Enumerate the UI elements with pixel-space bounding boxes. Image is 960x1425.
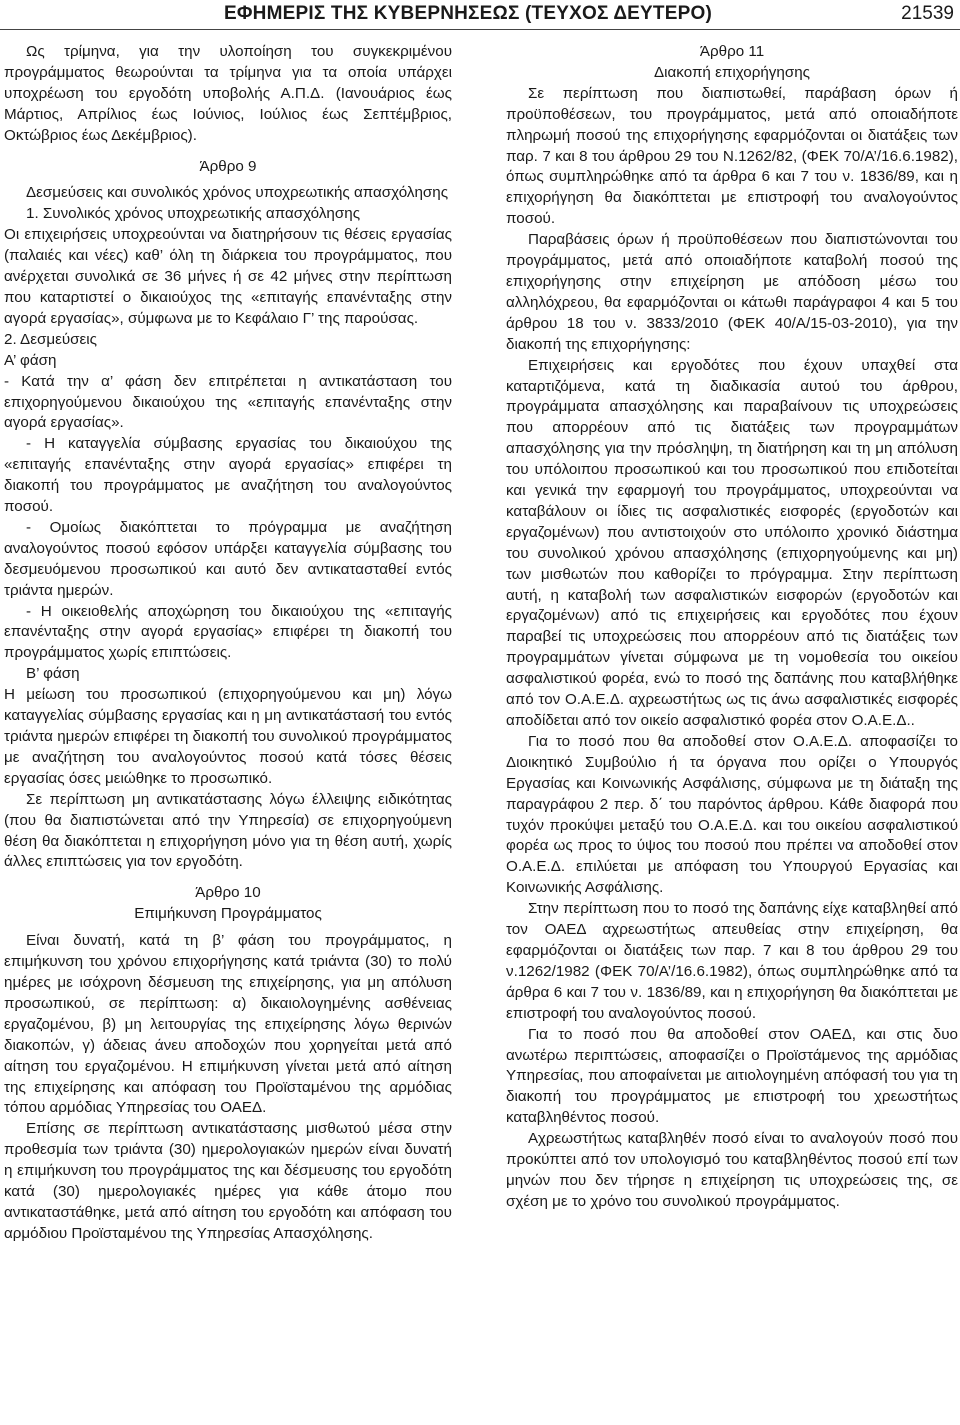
article-9-heading: Άρθρο 9 — [199, 157, 257, 175]
phase-b-heading: Β’ φάση — [26, 665, 80, 683]
section-2-heading: 2. Δεσμεύσεις — [4, 330, 98, 348]
article-10-title: Επιμήκυνση Προγράμματος — [134, 905, 322, 923]
article-9-title: Δεσμεύσεις και συνολικός χρόνος υποχρεωτικής απασχόλησης — [26, 184, 449, 202]
phase-a-item: - Η οικειοθελής αποχώρηση του δικαιούχου της «επιταγής επανένταξης στην αγορά εργασίας» επιφέρει τη διακοπή του προγράμματος χωρίς επιπτώσεις. — [4, 602, 452, 662]
article-11-heading: Άρθρο 11 — [699, 43, 765, 60]
phase-a-item: - Ομοίως διακόπτεται το πρόγραμμα με αναζήτηση αναλογούντος ποσού εφόσον υπάρξει καταγγελία σύμβασης του δεσμευόμενου προσωπικού και αυτό δεν αντικατασταθεί εντός τριάντα ημερών. — [4, 518, 452, 599]
phase-a-heading: Α’ φάση — [4, 351, 57, 369]
right-column — [506, 42, 958, 1213]
article-11-paragraph: Για το ποσό που θα αποδοθεί στον Ο.Α.Ε.Δ. αποφασίζει το Διοικητικό Συμβούλιο ή τα όργανα που ορίζει ο Υπουργός Εργασίας και Κοινωνικής Ασφάλισης, σύμφωνα με τη διάταξη της παραγράφου 2 περ. δ΄ του παρόντος άρθρου. Κάθε διαφορά που τυχόν προκύψει μεταξύ του Ο.Α.Ε.Δ. και του οικείου ασφαλιστικού φορέα ως προς το ύψος του ποσού που πρέπει να αποδοθεί στον Ο.Α.Ε.Δ. επιλύεται με απόφαση του Υπουργού Εργασίας και Κοινωνικής Ασφάλισης. — [506, 732, 958, 897]
article-10-heading: Άρθρο 10 — [195, 884, 261, 902]
section-1-heading: 1. Συνολικός χρόνος υποχρεωτικής απασχόλησης — [26, 205, 361, 223]
article-11-title: Διακοπή επιχορήγησης — [654, 63, 810, 81]
header-divider — [0, 29, 960, 30]
phase-b-paragraph: Η μείωση του προσωπικού (επιχορηγούμενου και μη) λόγω καταγγελίας σύμβασης εργασίας και η μη αντικατάστασή του εντός τριάντα ημερών επιφέρει τη διακοπή του συνολικού προγράμματος με αναζήτηση του αναλογούντος ποσού κατά τόσες θέσεις εργασίας όσες μειώθηκε το προσωπικό. — [4, 686, 452, 787]
page-number: 21539 — [901, 3, 954, 24]
page-header — [0, 0, 960, 30]
phase-a-item: - Κατά την α’ φάση δεν επιτρέπεται η αντικατάσταση του επιχορηγούμενου δικαιούχου της «επιταγής επανένταξης στην αγορά εργασίας». — [4, 372, 452, 432]
phase-b-paragraph: Σε περίπτωση μη αντικατάστασης λόγω έλλειψης ειδικότητας (που θα διαπιστώνεται από την Υπηρεσία) σε επιχορηγούμενη θέση θα διακόπτεται η επιχορήγηση μόνο για τη θέση αυτή, χωρίς άλλες επιπτώσεις για τον εργοδότη. — [4, 790, 452, 871]
phase-a-item: - Η καταγγελία σύμβασης εργασίας του δικαιούχου της «επιταγής επανένταξης στην αγορά εργασίας» επιφέρει τη διακοπή του προγράμματος με αναζήτηση του αναλογούντος ποσού. — [4, 435, 452, 516]
article-11-paragraph: Παραβάσεις όρων ή προϋποθέσεων που διαπιστώνονται του προγράμματος, μετά από οποιαδήποτε καταβολή ποσού της επιχορήγησης στην επιχείρηση με απόδοση μέσω του αλληλόχρεου, θα εφαρμόζονται οι κάτωθι παράγραφοι 4 και 5 του άρθρου 18 του ν. 3833/2010 (ΦΕΚ 40/Α/15-03-2010), για την διακοπή της επιχορήγησης: — [506, 231, 958, 353]
article-11-paragraph: Επιχειρήσεις και εργοδότες που έχουν υπαχθεί στα καταρτιζόμενα, κατά τη διαδικασία αυτού του άρθρου, προγράμματα απασχόλησης και παραβαίνουν τις υποχρεώσεις που απορρέουν από τις διατάξεις των προγραμμάτων απασχόλησης για την πρόσληψη, τη διατήρηση και τη μη απόλυση του υπόλοιπου προσωπικού και του προσωπικού που επιδοτείται και γενικά την εφαρμογή του προγράμματος, υποχρεούνται να καταβάλουν οι ίδιες τις ασφαλιστικές εισφορές (εργοδοτών και εργαζομένων) που αντιστοιχούν στο υπόλοιπο χρονικό διάστημα του συνολικού χρόνου απασχόλησης (επιχορηγούμενης και μη) των μισθωτών που καθορίζει το πρόγραμμα. Στην περίπτωση αυτή, η καταβολή των ασφαλιστικών εισφορών (εργοδοτών και εργαζομένων) από τις επιχειρήσεις και εργοδότες που έχουν παραβεί τις υποχρεώσεις που απορρέουν από τις διατάξεις των προγραμμάτων γίνεται σύμφωνα με τη νομοθεσία του οικείου ασφαλιστικού φορέα, ενώ το ποσό της δαπάνης που καταβλήθηκε από τον Ο.Α.Ε.Δ. αχρεωστήτως ως τις άνω ασφαλιστικές εισφορές αποδίδεται από τον οικείο ασφαλιστικό φορέα στον Ο.Α.Ε.Δ.. — [506, 356, 958, 729]
left-column — [4, 42, 452, 1245]
article-11-paragraph: Στην περίπτωση που το ποσό της δαπάνης είχε καταβληθεί από τον ΟΑΕΔ αχρεωστήτως απευθείας στην επιχείρηση, θα εφαρμόζονται οι διατάξεις των παρ. 7 και 8 του άρθρου 29 του ν.1262/1982 (ΦΕΚ 70/Α’/16.6.1982), όπως συμπληρώθηκε από τα άρθρα 6 και 7 του ν. 1836/89, και η επιχορήγηση θα διακόπτεται με επιστροφή του αναλογούντος ποσού. — [506, 900, 958, 1022]
intro-paragraph: Ως τρίμηνα, για την υλοποίηση του συγκεκριμένου προγράμματος θεωρούνται τα τρίμηνα για τα οποία υπάρχει υποχρέωση του εργοδότη υποβολής Α.Π.Δ. (Ιανουάριος έως Μάρτιος, Απρίλιος έως Ιούνιος, Ιούλιος έως Σεπτέμβριος, Οκτώβριος έως Δεκέμβριος). — [4, 43, 452, 144]
article-10-paragraph: Είναι δυνατή, κατά τη β’ φάση του προγράμματος, η επιμήκυνση του χρόνου επιχορήγησης κατά τριάντα (30) το πολύ ημέρες με ισόχρονη δέσμευση της επιχείρησης, για μη απόλυση προσωπικού, σε περίπτωση: α) δικαιολογημένης ασθένειας εργαζομένου, β) μη λειτουργίας της επιχείρησης λόγω θερινών διακοπών, γ) άδειας άνευ αποδοχών που χορηγείται μετά από αίτηση του εργαζομένου. Η επιμήκυνση γίνεται μετά από αίτηση της επιχείρησης και απόφαση του Προϊσταμένου της αρμόδιας τόπου αρμόδιας Υπηρεσίας του ΟΑΕΔ. — [4, 932, 452, 1117]
article-11-paragraph: Για το ποσό που θα αποδοθεί στον ΟΑΕΔ, και στις δυο ανωτέρω περιπτώσεις, αποφασίζει ο Προϊστάμενος της αρμόδιας Υπηρεσίας, που αποφαίνεται με αιτιολογημένη απόφασή του για τη διακοπή του προγράμματος με επιστροφή του χρεωστήτως καταβληθέντος ποσού. — [506, 1025, 958, 1127]
gazette-title: ΕΦΗΜΕΡΙΣ ΤΗΣ ΚΥΒΕΡΝΗΣΕΩΣ (ΤΕΥΧΟΣ ΔΕΥΤΕΡΟ) — [224, 3, 712, 24]
article-11-paragraph: Σε περίπτωση που διαπιστωθεί, παράβαση όρων ή προϋποθέσεων, του προγράμματος, μετά από οποιαδήποτε πληρωμή ποσού της επιχορήγησης εφαρμόζονται οι διατάξεις των παρ. 7 και 8 του άρθρου 29 του Ν.1262/82, (ΦΕΚ 70/Α’/16.6.1982), όπως συμπληρώθηκε από τα άρθρα 6 και 7 του ν. 1836/89, και η επιχορήγηση θα διακόπτεται με επιστροφή του αναλογούντος ποσού. — [506, 84, 958, 228]
section-1-text: Οι επιχειρήσεις υποχρεούνται να διατηρήσουν τις θέσεις εργασίας (παλαιές και νέες) καθ’ όλη τη διάρκεια του προγράμματος, που ανέρχεται συνολικά σε 36 μήνες ή σε 42 μήνες στην περίπτωση που καταρτιστεί ο δικαιούχος της «επιταγής επανένταξης στην αγορά εργασίας», σύμφωνα με το Κεφάλαιο Γ’ της παρούσας. — [4, 226, 452, 327]
article-11-paragraph: Αχρεωστήτως καταβληθέν ποσό είναι το αναλογούν ποσό που προκύπτει από τον υπολογισμό του καταβληθέντος ποσού επί των μηνών που δεν τήρησε η επιχείρηση τις υποχρεώσεις της, σε σχέση με το χρόνο του συνολικού προγράμματος. — [506, 1130, 958, 1210]
article-10-paragraph: Επίσης σε περίπτωση αντικατάστασης μισθωτού μέσα στην προθεσμία των τριάντα (30) ημερολογιακών ημερών είναι δυνατή η επιμήκυνση του προγράμματος της και δέσμευσης του εργοδότη κατά (30) ημερολογιακές ημέρες για κάθε άτομο που αντικαταστάθηκε, μετά από αίτηση του εργοδότη και απόφαση του αρμόδιου Προϊσταμένου της Υπηρεσίας Απασχόλησης. — [4, 1120, 452, 1242]
